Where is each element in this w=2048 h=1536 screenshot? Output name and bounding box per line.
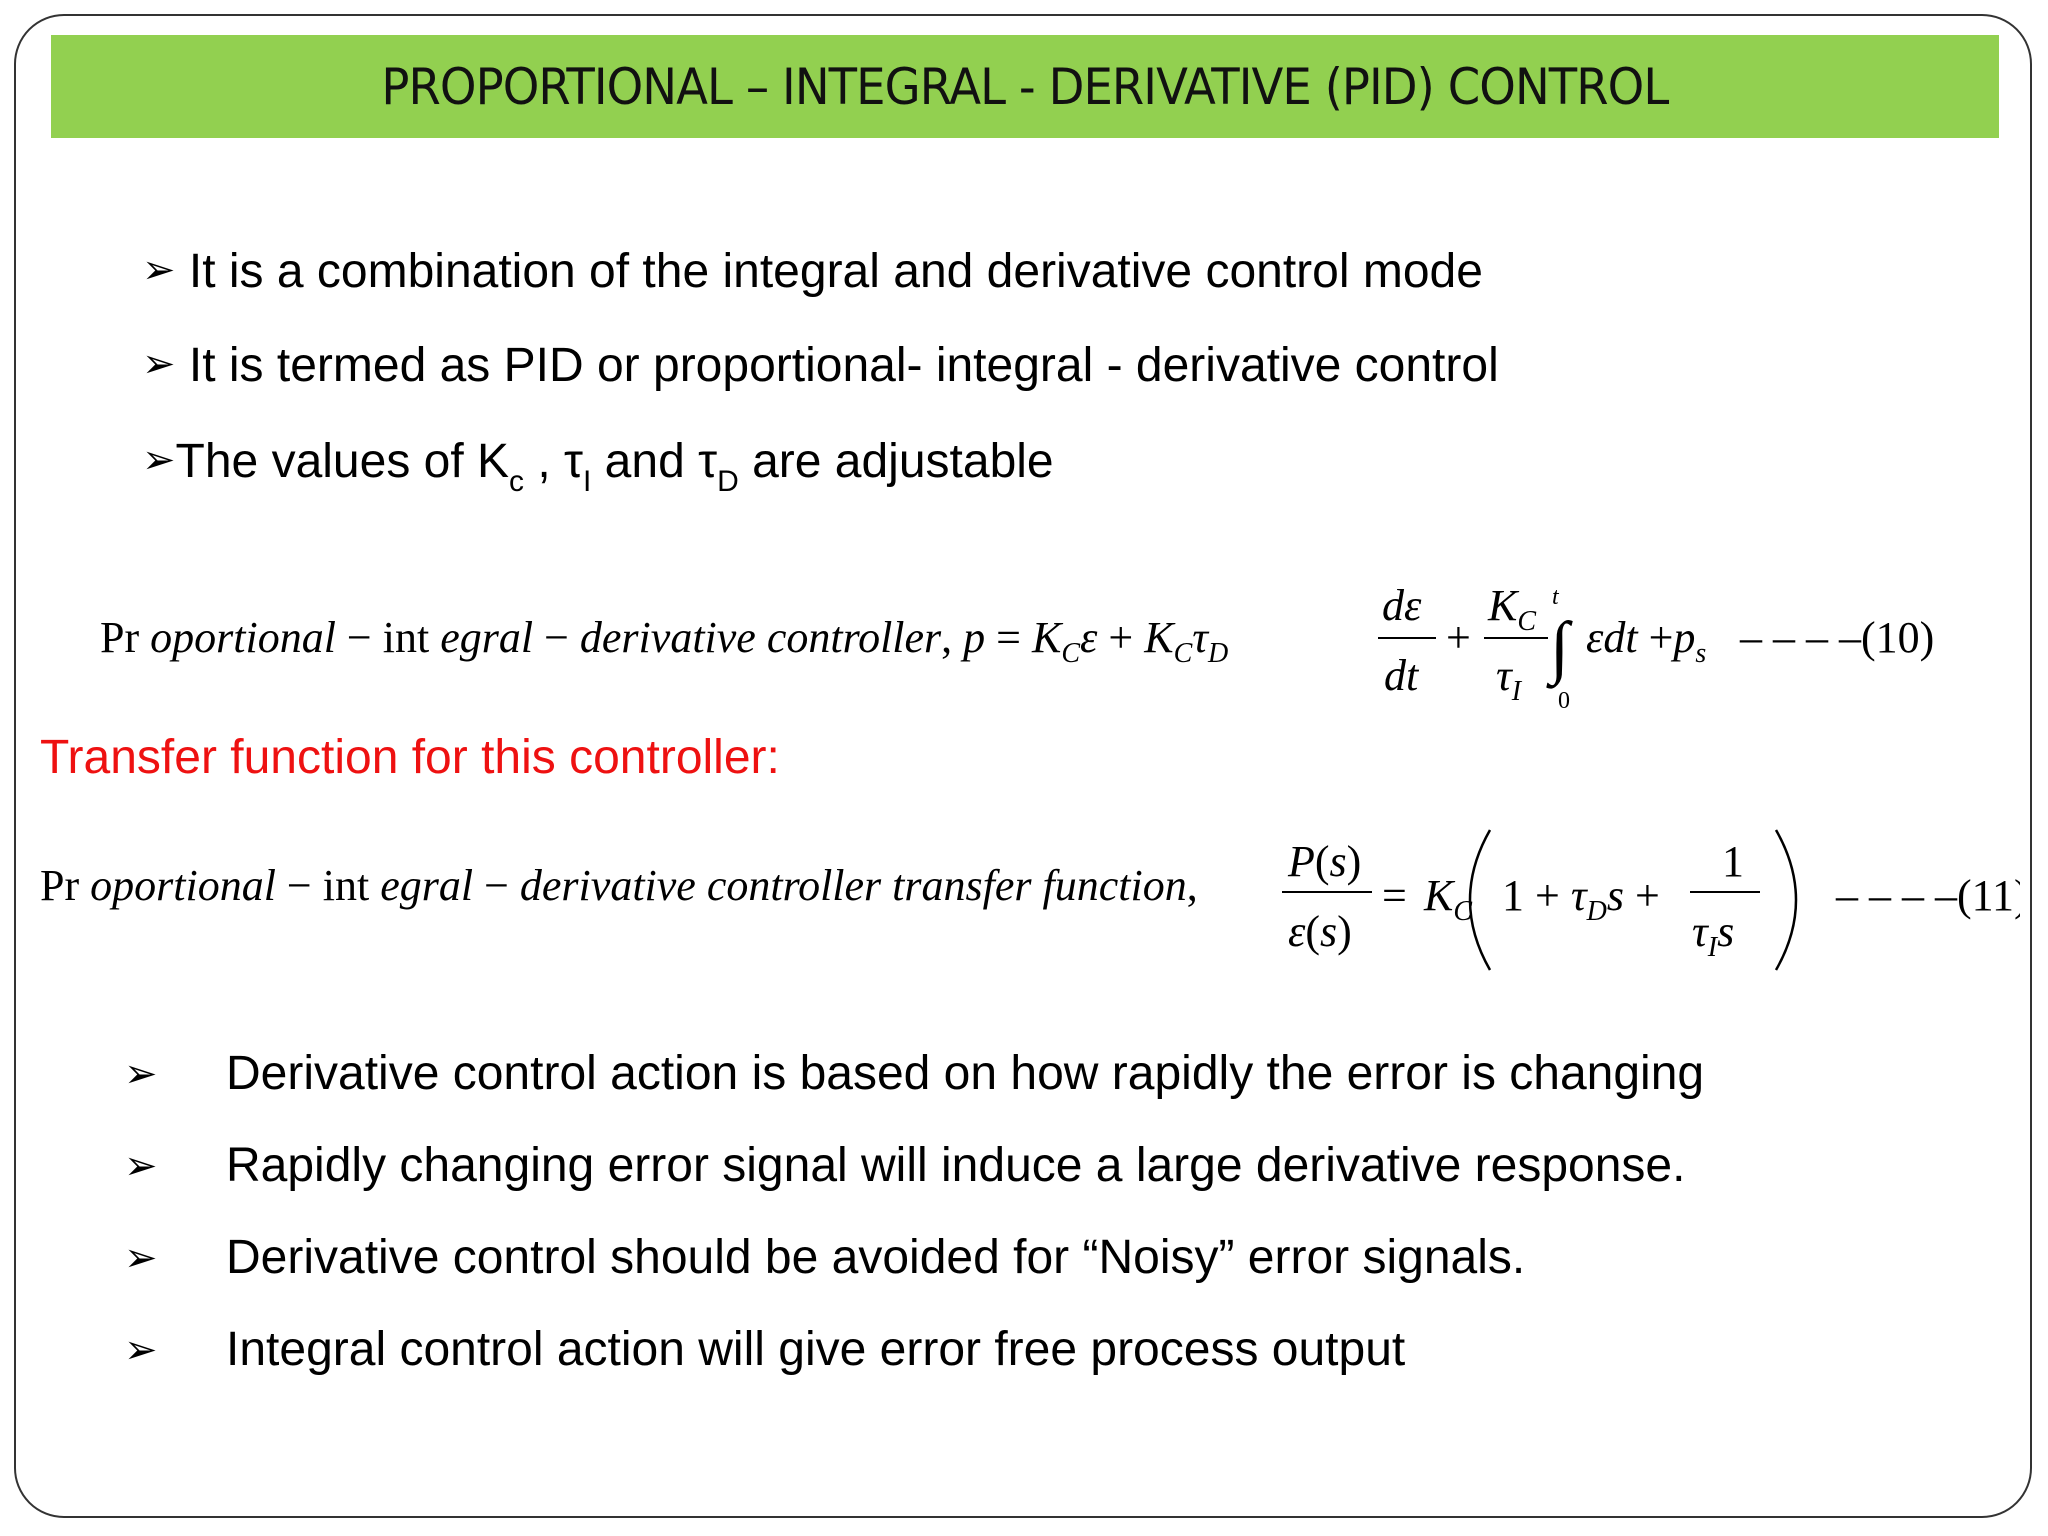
arrowhead-bullet-icon: ➢ [124,1143,158,1189]
arrowhead-bullet-icon: ➢ [142,341,176,387]
bullet-item-2 [142,339,1499,392]
eq11-label: – – – –(11) [1836,871,2020,920]
bottom-bullet-text-1: Derivative control action is based on how rapidly the error is changing [226,1047,1705,1100]
subscript-i: I [583,465,592,498]
integral-icon: ∫ [1550,609,1570,686]
eq11-frac-num: 1 [1722,837,1744,886]
arrowhead-bullet-icon: ➢ [142,247,176,293]
bottom-bullet-text-2: Rapidly changing error signal will induce a large derivative response. [226,1139,1686,1192]
page-title: PROPORTIONAL – INTEGRAL - DERIVATIVE (PID) CONTROL [381,57,1669,116]
bullet-text-3-suffix: are adjustable [738,435,1054,488]
bullet-item-1 [142,245,1483,298]
equation-10 [100,570,1980,720]
arrowhead-bullet-icon: ➢ [142,437,176,483]
eq11-right-paren [1776,830,1796,970]
subscript-d: D [717,465,739,498]
bottom-bullet-text-3: Derivative control should be avoided for “Noisy” error signals. [226,1231,1526,1284]
eq11-ps-num: P(s) [1288,837,1362,886]
bullet-text-3-mid1: , τ [524,435,583,488]
bullet-text-3-prefix: The values of K [175,435,510,488]
eq10-label: – – – –(10) [1740,613,1935,662]
eq10-deriv-den: dt [1384,651,1419,700]
eq11-kc: $K_C$ [1424,871,1473,927]
bullet-text-2: It is termed as PID or proportional- integral - derivative control [188,339,1499,392]
transfer-function-heading: Transfer function for this controller: [40,731,780,784]
eq11-ps-den: ε(s) [1288,907,1352,956]
bullet-text-3-mid2: and τ [591,435,718,488]
equation-11 [40,820,2020,980]
eq10-int-upper: t [1552,584,1559,610]
bullet-item-3 [142,435,1054,498]
eq10-lhs-text: Pr oportional − int egral − derivative controller, $p = K_C\varepsilon + K_C\tau_D$ [100,613,1229,669]
arrowhead-bullet-icon: ➢ [124,1327,158,1373]
eq11-one: $1 + \tau_Ds$ + [1502,871,1660,927]
arrowhead-bullet-icon: ➢ [124,1051,158,1097]
arrowhead-bullet-icon: ➢ [124,1235,158,1281]
eq10-tail: $\varepsilon dt +p_s$ [1586,613,1707,669]
eq11-frac-den: $\tau_Is$ [1692,907,1735,963]
eq10-kc-num: $K_C$ [1488,581,1537,637]
eq11-equals: = [1382,871,1407,920]
equation-11-svg [40,820,2020,980]
eq10-int-lower: 0 [1558,688,1570,714]
subscript-c: c [509,465,525,498]
eq11-lhs-text: Pr oportional − int egral − derivative controller transfer function, [40,861,1198,910]
equation-10-svg [100,570,1980,720]
bottom-bullet-text-4: Integral control action will give error free process output [226,1323,1406,1376]
eq10-tau-den: $\tau_I$ [1496,651,1522,707]
eq11-left-paren [1470,830,1490,970]
eq10-deriv-num: dε [1382,581,1422,630]
title-bar [51,35,1999,138]
bullet-text-1: It is a combination of the integral and derivative control mode [188,245,1483,298]
eq10-plus: + [1446,613,1471,662]
